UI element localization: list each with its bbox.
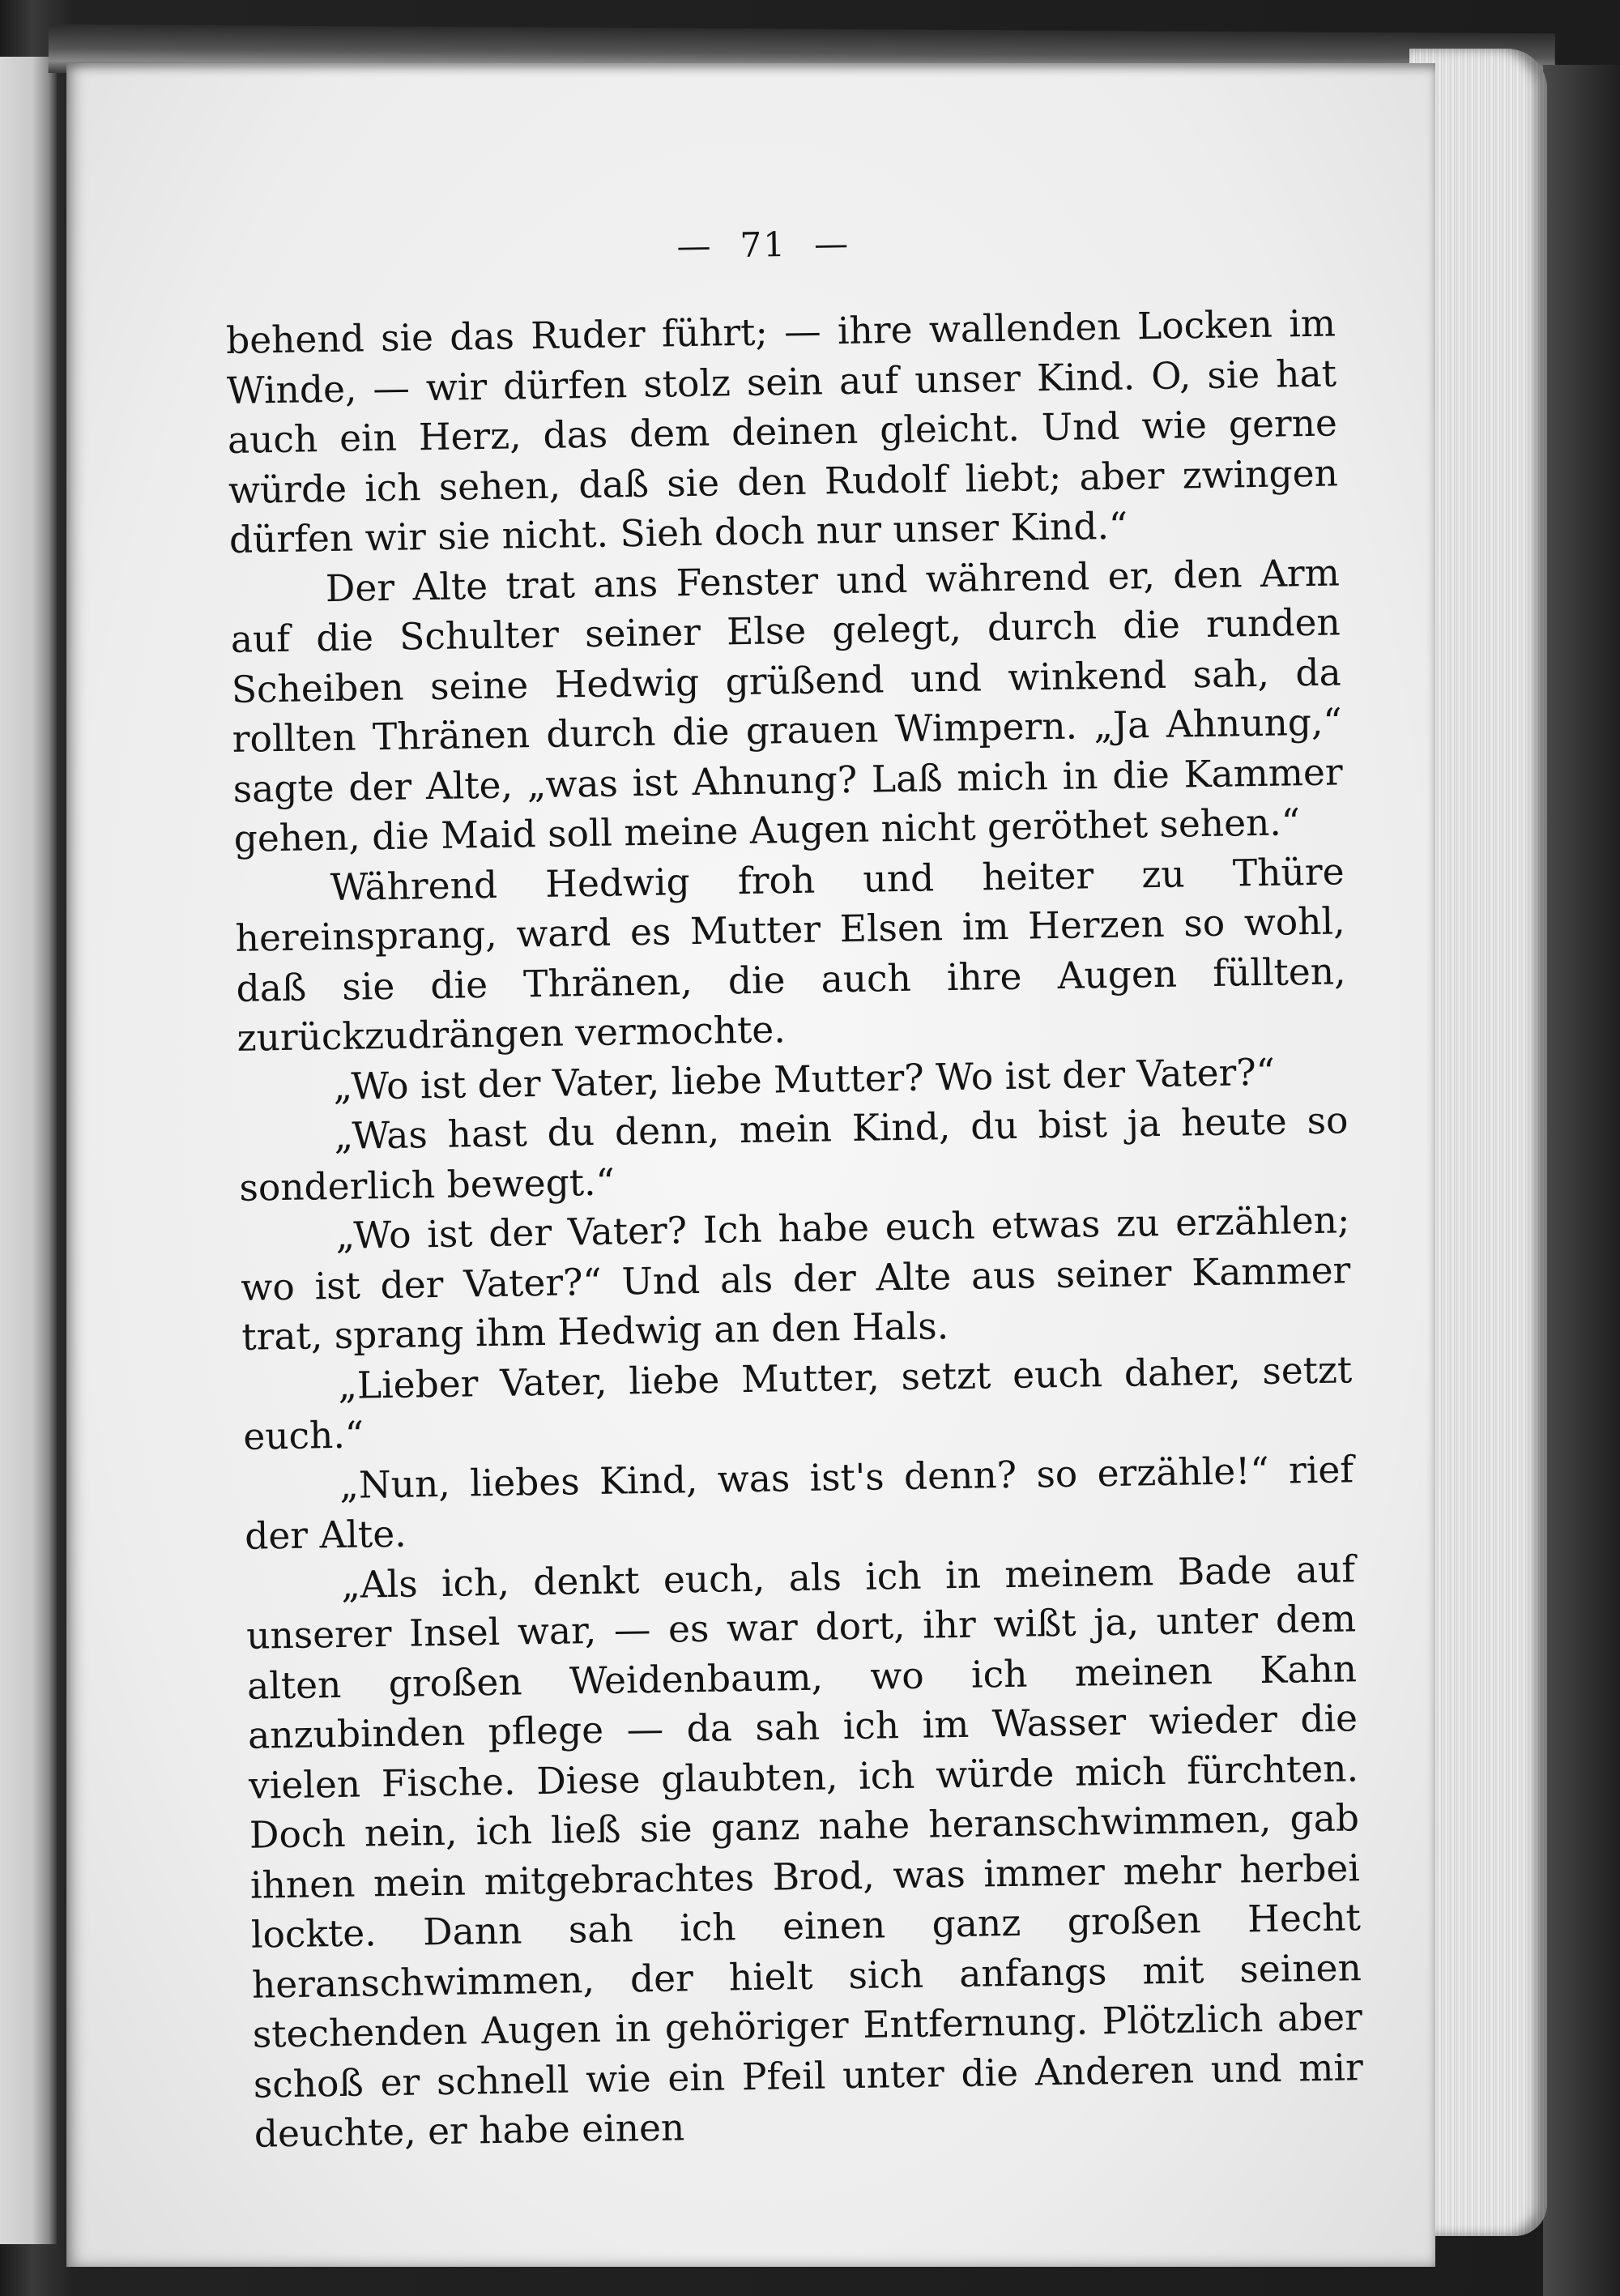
book-cover-edge [1543,65,1620,2296]
paragraph: „Wo ist der Vater, liebe Mutter? Wo ist der Vater?“ [333,1050,1276,1108]
left-page-edge [0,57,57,2244]
paragraph: „Nun, liebes Kind, was ist's denn? so erzähle!“ rief der Alte. [244,1447,1354,1558]
paragraph: „Wo ist der Vater? Ich habe euch etwas zu erzählen; wo ist der Vater?“ Und als der Alte aus seiner Kammer trat, sprang ihm Hedwig an den Hals. [241,1198,1351,1359]
paragraph-continuation: behend sie das Ruder führt; — ihre wallenden Locken im Winde, — wir dürfen stolz sein auf unser Kind. O, sie hat auch ein Herz, das dem deinen gleicht. Und wie gerne würde ich sehen, daß sie den Rudolf liebt; aber zwingen dürfen wir sie nicht. Sieh doch nur unser Kind.“ [225,301,1339,561]
page-number: 71 [740,224,787,265]
book-page [66,63,1435,2267]
paragraph: „Was hast du denn, mein Kind, du bist ja heute so sonderlich bewegt.“ [239,1099,1349,1210]
page-content [224,216,1364,2159]
paragraph: „Als ich, denkt euch, als ich in meinem Bade auf unserer Insel war, — es war dort, ihr wißt ja, unter dem alten großen Weidenbaum, wo ich meinen Kahn anzubinden pflege — da sah ich im Wasser wieder die vielen Fische. Diese glaubten, ich würde mich fürchten. Doch nein, ich ließ sie ganz nahe heranschwimmen, gab ihnen mein mitgebrachtes Brod, was immer mehr herbei lockte. Dann sah ich einen ganz großen Hecht heranschwimmen, der hielt sich anfangs mit seinen stechenden Augen in gehöriger Entfernung. Plötzlich aber schoß er schnell wie ein Pfeil unter die Anderen und mir deuchte, er habe einen [245,1547,1364,2156]
header-dash-left: — [676,225,713,267]
paragraph: Der Alte trat ans Fenster und während er, den Arm auf die Schulter seiner Else gelegt, durch die runden Scheiben seine Hedwig grüßend und winkend sah, da rollten Thränen durch die grauen Wimpern. „Ja Ahnung,“ sagte der Alte, „was ist Ahnung? Laß mich in die Kammer gehen, die Maid soll meine Augen nicht geröthet sehen.“ [230,550,1344,860]
paragraph: „Lieber Vater, liebe Mutter, setzt euch daher, setzt euch.“ [242,1347,1353,1458]
paragraph: Während Hedwig froh und heiter zu Thüre hereinsprang, ward es Mutter Elsen im Herzen so wohl, daß sie die Thränen, die auch ihre Augen füllten, zurückzudrängen vermochte. [235,849,1346,1060]
header-dash-right: — [813,223,850,264]
page-header [192,216,1335,274]
